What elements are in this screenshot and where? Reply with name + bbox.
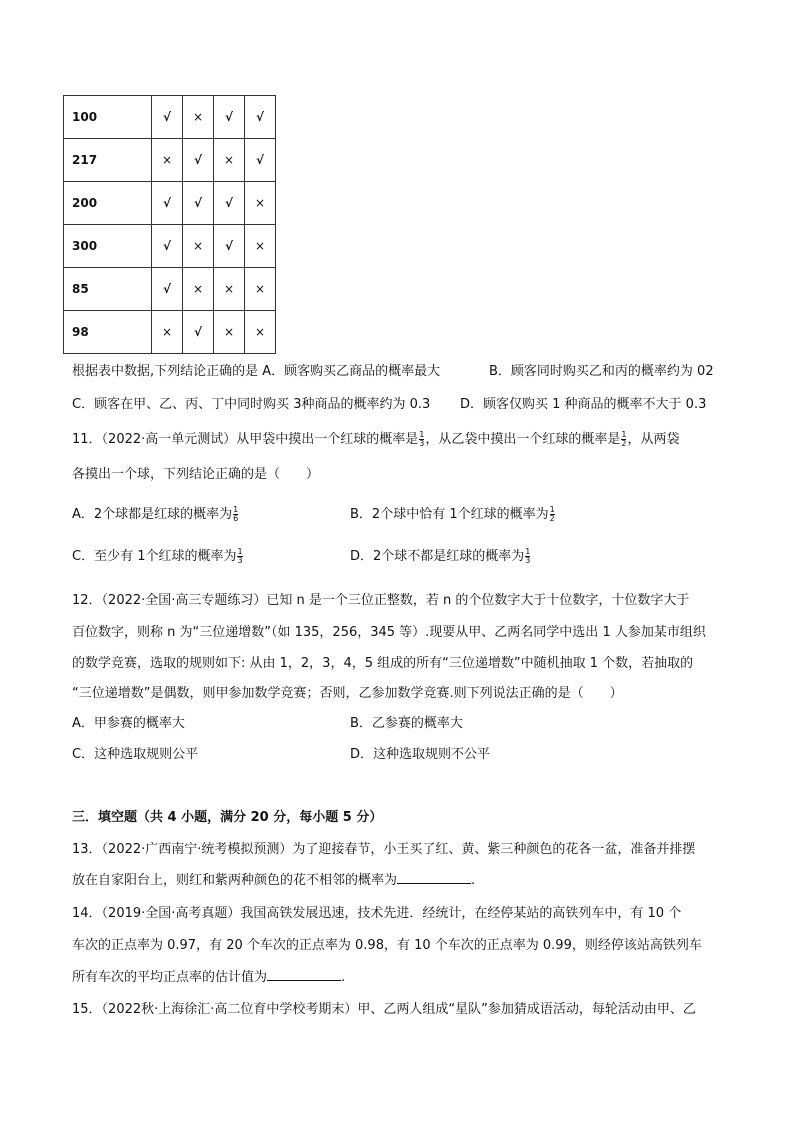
mark-cell: ×	[245, 225, 276, 268]
mark-cell: √	[214, 96, 245, 139]
q14-line3-end: .	[341, 970, 346, 985]
fraction-denominator: 3	[525, 556, 531, 565]
mark-cell: ×	[183, 96, 214, 139]
fraction-numerator: 1	[621, 430, 627, 439]
q11-fraction-2	[621, 431, 626, 448]
q11-option-d-text: D．2个球不都是红球的概率为	[350, 549, 525, 564]
customer-count-cell: 300	[64, 225, 152, 268]
q14-line3-text: 所有车次的平均正点率的估计值为	[72, 970, 268, 985]
q13-line1: 13．（2022·广西南宁·统考模拟预测）为了迎接春节，小王买了红、黄、紫三种颜色的花各一盆，准备并排摆	[72, 842, 696, 857]
mark-cell: √	[214, 182, 245, 225]
table-row	[64, 139, 276, 182]
purchase-table	[63, 95, 276, 354]
mark-cell: √	[152, 96, 183, 139]
table-row	[64, 96, 276, 139]
q11-fraction-1	[419, 431, 424, 448]
fraction-denominator: 6	[233, 514, 239, 523]
fraction-denominator: 2	[549, 514, 555, 523]
table-row	[64, 311, 276, 354]
q10-option-c: C．顾客在甲、乙、丙、丁中同时购买 3种商品的概率约为 0.3	[72, 397, 431, 412]
q10-option-d: D．顾客仅购买 1 种商品的概率不大于 0.3	[460, 397, 707, 412]
q11-stem-line1	[72, 428, 679, 448]
q11-stem-c: ，从两袋	[627, 432, 680, 447]
q11-option-a-fraction	[233, 506, 238, 523]
mark-cell: ×	[214, 311, 245, 354]
mark-cell: √	[214, 225, 245, 268]
mark-cell: ×	[152, 139, 183, 182]
q12-line3: 的数学竞赛，选取的规则如下: 从由 1，2，3，4，5 组成的所有“三位递增数”中随机抽取 1 个数，若抽取的	[72, 656, 694, 671]
q11-option-c	[72, 545, 244, 565]
mark-cell: ×	[183, 268, 214, 311]
fraction-denominator: 2	[621, 439, 627, 448]
customer-count-cell: 98	[64, 311, 152, 354]
q14-line1: 14．（2019·全国·高考真题）我国高铁发展迅速，技术先进．经统计，在经停某站的高铁列车中，有 10 个	[72, 906, 682, 921]
q13-line2-end: .	[471, 873, 476, 888]
fraction-denominator: 3	[237, 556, 243, 565]
table-row	[64, 225, 276, 268]
q11-option-a	[72, 503, 239, 523]
mark-cell: √	[183, 139, 214, 182]
q13-line2	[72, 869, 475, 888]
mark-cell: √	[152, 225, 183, 268]
fraction-numerator: 1	[525, 547, 531, 556]
q11-option-d	[350, 545, 531, 565]
q12-line2: 百位数字，则称 n 为“三位递增数”（如 135，256，345 等）.现要从甲、乙两名同学中选出 1 人参加某市组织	[72, 625, 706, 640]
customer-count-cell: 217	[64, 139, 152, 182]
mark-cell: √	[245, 139, 276, 182]
mark-cell: ×	[214, 268, 245, 311]
mark-cell: √	[183, 182, 214, 225]
mark-cell: √	[245, 96, 276, 139]
q14-answer-blank[interactable]	[267, 968, 341, 981]
mark-cell: ×	[245, 268, 276, 311]
fraction-denominator: 3	[419, 439, 425, 448]
q11-option-b	[350, 503, 556, 523]
customer-count-cell: 85	[64, 268, 152, 311]
q13-line2-text: 放在自家阳台上，则红和紫两种颜色的花不相邻的概率为	[72, 873, 398, 888]
mark-cell: √	[152, 268, 183, 311]
q14-line3	[72, 966, 345, 985]
customer-count-cell: 100	[64, 96, 152, 139]
fraction-numerator: 1	[237, 547, 243, 556]
q11-option-c-fraction	[237, 548, 242, 565]
q12-option-a: A．甲参赛的概率大	[72, 716, 185, 731]
q11-option-b-text: B．2个球中恰有 1个红球的概率为	[350, 507, 549, 522]
q11-stem-b: ，从乙袋中摸出一个红球的概率是	[425, 432, 621, 447]
q10-line1: 根据表中数据,下列结论正确的是 A．顾客购买乙商品的概率最大	[72, 364, 441, 379]
q12-option-b: B．乙参赛的概率大	[350, 716, 463, 731]
q11-stem-line2: 各摸出一个球，下列结论正确的是（ ）	[72, 467, 320, 482]
q14-line2: 车次的正点率为 0.97，有 20 个车次的正点率为 0.98，有 10 个车次的正点率为 0.99，则经停该站高铁列车	[72, 938, 702, 953]
q10-option-b: B．顾客同时购买乙和丙的概率约为 02	[489, 364, 714, 379]
q11-option-c-text: C．至少有 1个红球的概率为	[72, 549, 237, 564]
q13-answer-blank[interactable]	[397, 871, 471, 884]
q12-option-d: D．这种选取规则不公平	[350, 747, 491, 762]
q11-stem-a: 11．（2022·高一单元测试）从甲袋中摸出一个红球的概率是	[72, 432, 419, 447]
q12-line4: “三位递增数”是偶数，则甲参加数学竞赛；否则，乙参加数学竞赛.则下列说法正确的是（ ）	[72, 686, 623, 701]
mark-cell: ×	[214, 139, 245, 182]
fraction-numerator: 1	[549, 505, 555, 514]
q12-option-c: C．这种选取规则公平	[72, 747, 199, 762]
section-title-fill-in: 三．填空题（共 4 小题，满分 20 分，每小题 5 分）	[72, 810, 383, 825]
purchase-table-body	[64, 96, 276, 354]
mark-cell: ×	[152, 311, 183, 354]
q11-option-d-fraction	[525, 548, 530, 565]
mark-cell: √	[152, 182, 183, 225]
customer-count-cell: 200	[64, 182, 152, 225]
mark-cell: ×	[245, 311, 276, 354]
mark-cell: ×	[183, 225, 214, 268]
fraction-numerator: 1	[419, 430, 425, 439]
mark-cell: √	[183, 311, 214, 354]
q12-line1: 12．（2022·全国·高三专题练习）已知 n 是一个三位正整数，若 n 的个位数字大于十位数字，十位数字大于	[72, 593, 690, 608]
fraction-numerator: 1	[233, 505, 239, 514]
q11-option-a-text: A．2个球都是红球的概率为	[72, 507, 233, 522]
table-row	[64, 268, 276, 311]
q15-line1: 15．（2022秋·上海徐汇·高二位育中学校考期末）甲、乙两人组成“星队”参加猜成语活动，每轮活动由甲、乙	[72, 1002, 696, 1017]
table-row	[64, 182, 276, 225]
q11-option-b-fraction	[550, 506, 555, 523]
mark-cell: ×	[245, 182, 276, 225]
